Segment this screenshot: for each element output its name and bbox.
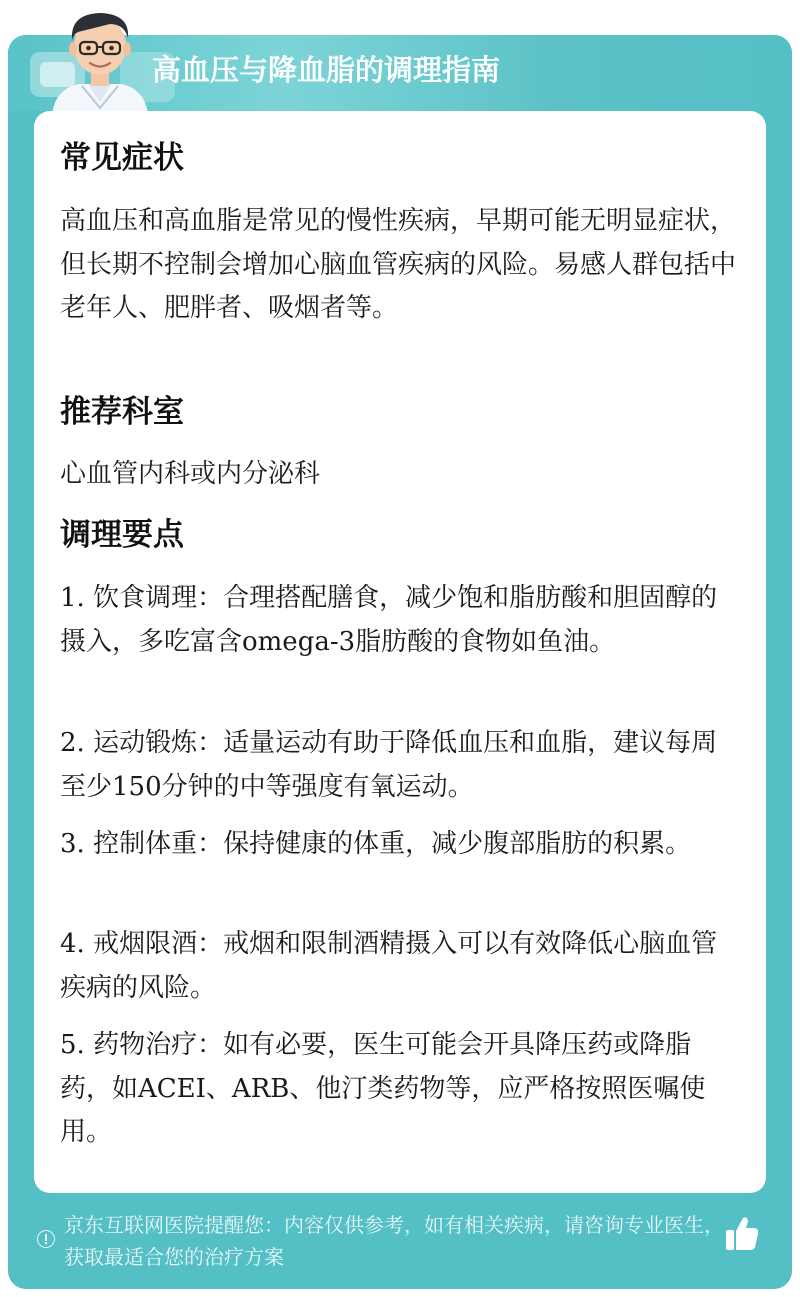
info-icon [37, 1230, 55, 1248]
page-title: 高血压与降血脂的调理指南 [152, 53, 501, 87]
thumbs-up-icon[interactable] [724, 1214, 760, 1252]
key-point-item: 3. 控制体重：保持健康的体重，减少腹部脂肪的积累。 [60, 829, 692, 859]
doctor-avatar [44, 6, 156, 116]
section-heading-department: 推荐科室 [60, 394, 184, 430]
key-point-item: 5. 药物治疗：如有必要，医生可能会开具降压药或降脂药，如ACEI、ARB、他汀类药物等，应严格按照医嘱使用。 [60, 1030, 706, 1147]
key-point-item: 4. 戒烟限酒：戒烟和限制酒精摄入可以有效降低心脑血管疾病的风险。 [60, 929, 718, 1003]
key-point-item: 2. 运动锻炼：适量运动有助于降低血压和血脂，建议每周至少150分钟的中等强度有氧运动。 [60, 728, 718, 802]
section-heading-key-points: 调理要点 [60, 517, 184, 553]
department-paragraph: 心血管内科或内分泌科 [60, 459, 321, 489]
section-heading-symptoms: 常见症状 [60, 140, 184, 176]
symptoms-paragraph: 高血压和高血脂是常见的慢性疾病，早期可能无明显症状，但长期不控制会增加心脑血管疾病的风险。易感人群包括中老年人、肥胖者、吸烟者等。 [60, 206, 737, 323]
key-point-item: 1. 饮食调理：合理搭配膳食，减少饱和脂肪酸和胆固醇的摄入，多吃富含omega-3脂肪酸的食物如鱼油。 [60, 583, 718, 657]
footer-disclaimer: 京东互联网医院提醒您：内容仅供参考，如有相关疾病，请咨询专业医生，获取最适合您的治疗方案 [64, 1213, 724, 1269]
